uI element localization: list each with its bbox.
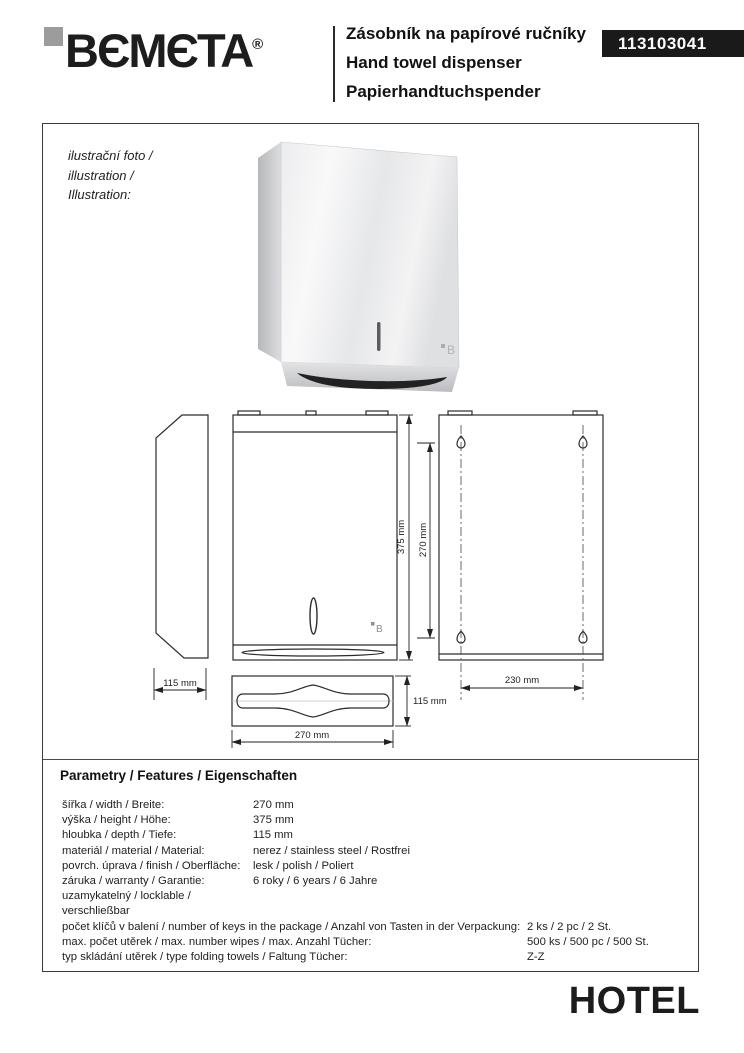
parameter-value: 6 roky / 6 years / 6 Jahre bbox=[253, 875, 378, 888]
parameter-value: 2 ks / 2 pc / 2 St. bbox=[527, 920, 612, 933]
parameter-row bbox=[62, 950, 692, 965]
parameter-label: uzamykatelný / locklable / verschließbar bbox=[62, 890, 191, 918]
illustration-label-cs: ilustrační foto / bbox=[68, 148, 153, 163]
photo-side-face bbox=[258, 142, 281, 362]
dim-label-hole-spacing-horizontal: 230 mm bbox=[504, 675, 540, 686]
illustration-label-en: illustration / bbox=[68, 167, 134, 183]
parameter-value: lesk / polish / Poliert bbox=[253, 859, 354, 872]
front-view-tab bbox=[366, 411, 388, 415]
side-view-drawing bbox=[156, 415, 208, 658]
parameter-row bbox=[62, 828, 692, 843]
product-title-de: Papierhandtuchspender bbox=[346, 82, 541, 101]
dim-label-height: 375 mm bbox=[396, 519, 407, 555]
brand-logo-text: BЄMЄTA bbox=[65, 24, 253, 77]
parameter-label: šířka / width / Breite: bbox=[62, 799, 165, 811]
collection-name: HOTEL bbox=[568, 980, 700, 1022]
parameter-value: 500 ks / 500 pc / 500 St. bbox=[527, 935, 649, 948]
brand-logo-square bbox=[44, 27, 63, 46]
parameter-label: povrch. úprava / finish / Oberfläche: bbox=[62, 859, 241, 872]
product-code-badge: 113103041 bbox=[602, 30, 744, 57]
dim-label-side-depth: 115 mm bbox=[163, 678, 197, 689]
parameters-table bbox=[62, 798, 692, 965]
parameter-value bbox=[253, 889, 692, 919]
parameter-row bbox=[62, 859, 692, 874]
parameter-row bbox=[62, 813, 692, 828]
drawing-brand-mark-square bbox=[371, 622, 375, 626]
parameter-label: hloubka / depth / Tiefe: bbox=[62, 829, 177, 842]
illustration-label-de: Illustration: bbox=[68, 187, 131, 202]
parameter-value: 270 mm bbox=[253, 799, 294, 811]
back-view-notch bbox=[573, 411, 597, 415]
photo-front-face bbox=[281, 142, 459, 368]
parameter-row bbox=[62, 920, 692, 935]
parameter-label: záruka / warranty / Garantie: bbox=[62, 875, 205, 888]
photo-brand-mark: B bbox=[447, 343, 456, 357]
dim-label-hole-spacing-vertical: 270 mm bbox=[418, 522, 429, 558]
parameter-label: typ skládání utěrek / type folding towels / Faltung Tücher: bbox=[62, 951, 348, 964]
back-view-drawing bbox=[439, 415, 603, 660]
front-view-opening bbox=[242, 649, 384, 656]
front-view-tab bbox=[306, 411, 316, 415]
parameter-row bbox=[62, 844, 692, 859]
product-title-cs: Zásobník na papírové ručníky bbox=[346, 24, 586, 43]
drawing-brand-mark: B bbox=[376, 624, 383, 635]
parameter-label: výška / height / Höhe: bbox=[62, 814, 171, 827]
dim-label-bottom-depth: 115 mm bbox=[413, 696, 447, 707]
illustration-label bbox=[68, 146, 153, 205]
parameter-value: 115 mm bbox=[253, 829, 293, 842]
parameter-value: Z-Z bbox=[527, 951, 545, 964]
parameter-row bbox=[62, 798, 692, 813]
front-view-tab bbox=[238, 411, 260, 415]
product-photo bbox=[255, 135, 470, 397]
parameters-separator bbox=[43, 759, 698, 760]
parameter-label: počet klíčů v balení / number of keys in the package / Anzahl von Tasten in der Verpackung: bbox=[62, 920, 521, 933]
parameter-value: 375 mm bbox=[253, 814, 294, 827]
product-title-en: Hand towel dispenser bbox=[346, 53, 522, 72]
parameter-row bbox=[62, 874, 692, 889]
photo-level-slot bbox=[377, 322, 381, 351]
dim-label-bottom-width: 270 mm bbox=[294, 730, 330, 741]
registered-trademark-icon: ® bbox=[252, 36, 264, 53]
front-view-slot bbox=[310, 598, 317, 634]
product-titles bbox=[346, 19, 586, 106]
parameter-value: nerez / stainless steel / Rostfrei bbox=[253, 844, 410, 857]
parameter-row bbox=[62, 889, 692, 919]
brand-logo bbox=[65, 20, 263, 76]
parameter-label: max. počet utěrek / max. number wipes / max. Anzahl Tücher: bbox=[62, 935, 372, 948]
header-divider bbox=[333, 26, 335, 102]
parameters-heading: Parametry / Features / Eigenschaften bbox=[60, 768, 298, 783]
back-view-notch bbox=[448, 411, 472, 415]
technical-drawings bbox=[145, 400, 705, 752]
photo-brand-mark-square bbox=[441, 344, 445, 348]
parameter-row bbox=[62, 935, 692, 950]
parameter-label: materiál / material / Material: bbox=[62, 844, 205, 857]
